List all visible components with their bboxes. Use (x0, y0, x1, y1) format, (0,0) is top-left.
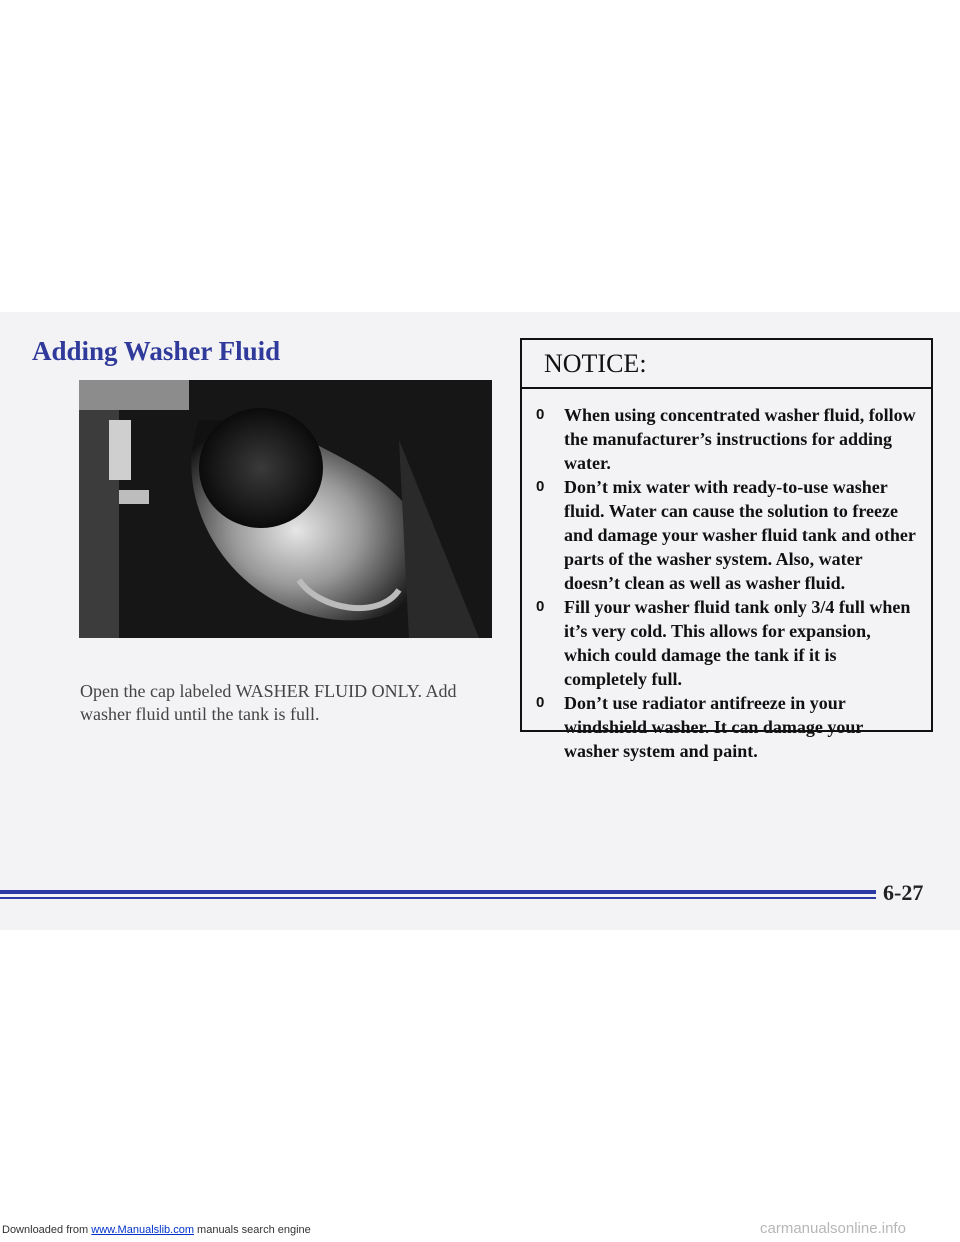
bullet-glyph: 0 (536, 598, 545, 615)
section-heading: Adding Washer Fluid (32, 336, 281, 366)
footer-rule (0, 890, 876, 900)
notice-list (522, 389, 931, 763)
download-credit: Downloaded from www.Manualslib.com manuals search engine (2, 1224, 311, 1236)
bullet-glyph: 0 (536, 478, 545, 495)
bullet-glyph: 0 (536, 694, 545, 711)
site-watermark: carmanualsonline.info (760, 1220, 906, 1237)
notice-item: 0 Fill your washer fluid tank only 3/4 full when it’s very cold. This allows for expansion, which could damage the tank if it is completely full. (536, 597, 911, 689)
notice-item: 0 Don’t mix water with ready-to-use washer fluid. Water can cause the solution to freeze and damage your washer fluid tank and other parts of the washer system. Also, water doesn’t clean as well as washer fluid. (536, 477, 916, 593)
notice-box (520, 338, 933, 761)
notice-title: NOTICE: (522, 340, 931, 389)
notice-item: 0 When using concentrated washer fluid, follow the manufacturer’s instructions for adding water. (536, 405, 916, 473)
bullet-glyph: 0 (536, 406, 545, 423)
notice-item: 0 Don’t use radiator antifreeze in your windshield washer. It can damage your washer system and paint. (536, 693, 864, 761)
page-number: 6-27 (883, 880, 924, 905)
washer-reservoir-photo (79, 380, 492, 638)
instruction-text: Open the cap labeled WASHER FLUID ONLY. Add washer fluid until the tank is full. (80, 681, 457, 724)
manualslib-link[interactable]: www.Manualslib.com (91, 1224, 194, 1236)
